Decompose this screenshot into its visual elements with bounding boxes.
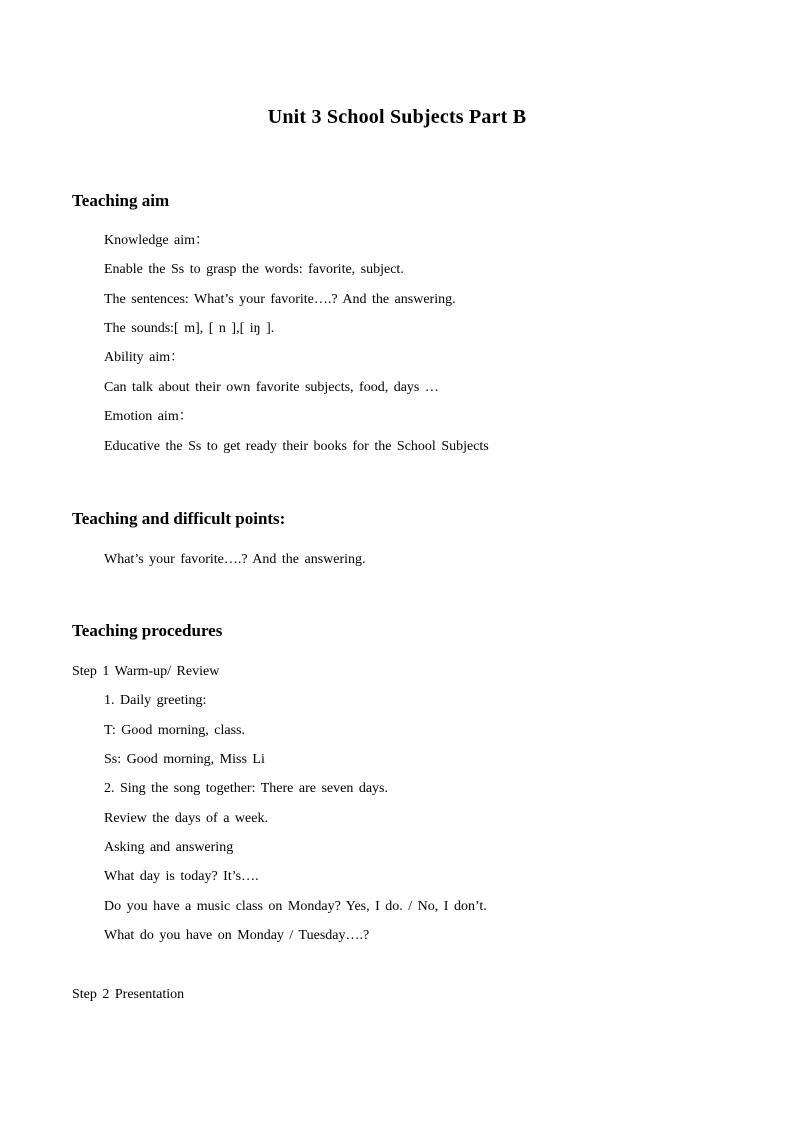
section-heading-difficult-points: Teaching and difficult points:: [72, 509, 286, 528]
aim-line: Emotion aim：: [104, 409, 193, 424]
points-line: What’s your favorite….? And the answering.: [104, 552, 366, 567]
step1-line: Asking and answering: [104, 840, 234, 855]
aim-line: The sentences: What’s your favorite….? And the answering.: [104, 292, 456, 307]
aim-line: Educative the Ss to get ready their books for the School Subjects: [104, 439, 489, 454]
document-title: Unit 3 School Subjects Part B: [267, 106, 527, 128]
step1-line: Review the days of a week.: [104, 811, 268, 826]
step1-line: 2. Sing the song together: There are seven days.: [104, 781, 389, 796]
step1-line: 1. Daily greeting:: [104, 693, 207, 708]
section-heading-procedures: Teaching procedures: [72, 621, 223, 640]
aim-line: Can talk about their own favorite subjects, food, days …: [104, 380, 439, 395]
step-heading: Step 1 Warm-up/ Review: [72, 664, 220, 679]
step1-line: What day is today? It’s….: [104, 869, 259, 884]
step1-line: What do you have on Monday / Tuesday….?: [104, 928, 370, 943]
aim-line: Ability aim：: [104, 350, 185, 365]
section-heading-teaching-aim: Teaching aim: [72, 191, 170, 210]
aim-line: Enable the Ss to grasp the words: favorite, subject.: [104, 262, 404, 277]
aim-line: The sounds:[ m], [ n ],[ iŋ ].: [104, 321, 275, 336]
aim-line: Knowledge aim：: [104, 233, 210, 248]
step-heading: Step 2 Presentation: [72, 987, 185, 1002]
step1-line: Do you have a music class on Monday? Yes, I do. / No, I don’t.: [104, 899, 487, 914]
step1-line: T: Good morning, class.: [104, 723, 246, 738]
step1-line: Ss: Good morning, Miss Li: [104, 752, 265, 767]
